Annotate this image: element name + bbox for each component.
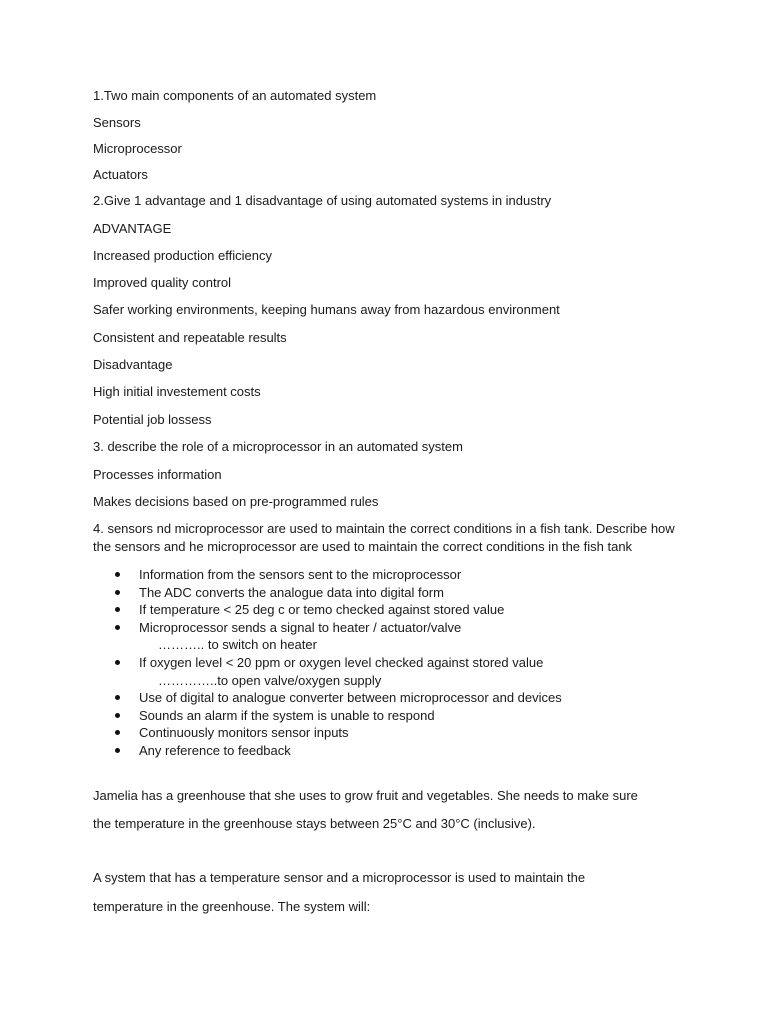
list-item-continuation [93, 636, 693, 654]
greenhouse-line-3: A system that has a temperature sensor and a microprocessor is used to maintain the [93, 870, 586, 885]
list-item-text: Use of digital to analogue converter between microprocessor and devices [139, 690, 562, 706]
q2-advantage-item: Increased production efficiency [93, 248, 272, 263]
list-item [93, 689, 693, 707]
list-item-continuation [93, 672, 693, 690]
bullet-icon [115, 625, 120, 630]
q4-question: 4. sensors nd microprocessor are used to maintain the correct conditions in a fish tank. Describe how the sensors and he microprocessor are used to maintain the correct conditions in the fish tank [93, 521, 675, 554]
q2-advantage-item: Safer working environments, keeping humans away from hazardous environment [93, 302, 560, 317]
list-item-text: Continuously monitors sensor inputs [139, 725, 349, 741]
bullet-icon [115, 660, 120, 665]
greenhouse-line-1: Jamelia has a greenhouse that she uses to grow fruit and vegetables. She needs to make sure [93, 788, 638, 803]
list-item-text: If oxygen level < 20 ppm or oxygen level checked against stored value [139, 654, 544, 670]
list-item-text: …………..to open valve/oxygen supply [158, 672, 382, 688]
q2-question: 2.Give 1 advantage and 1 disadvantage of using automated systems in industry [93, 193, 552, 208]
list-item [93, 566, 693, 584]
list-item [93, 601, 693, 619]
greenhouse-line-4: temperature in the greenhouse. The system will: [93, 899, 371, 914]
q2-disadvantage-item: Potential job lossess [93, 412, 212, 427]
list-item [93, 584, 693, 602]
q2-advantage-item: Consistent and repeatable results [93, 330, 287, 345]
bullet-icon [115, 713, 120, 718]
bullet-icon [115, 590, 120, 595]
bullet-icon [115, 730, 120, 735]
q2-disadvantage-item: High initial investement costs [93, 384, 261, 399]
list-item-text: The ADC converts the analogue data into digital form [139, 584, 444, 600]
q3-answer-item: Processes information [93, 467, 222, 482]
list-item-text: Any reference to feedback [139, 742, 291, 758]
list-item [93, 724, 693, 742]
bullet-icon [115, 607, 120, 612]
list-item-text: Microprocessor sends a signal to heater / actuator/valve [139, 619, 462, 635]
q2-advantage-item: Improved quality control [93, 275, 232, 290]
q1-answer-sensors: Sensors [93, 115, 141, 130]
q3-answer-item: Makes decisions based on pre-programmed rules [93, 494, 379, 509]
list-item-text: Information from the sensors sent to the microprocessor [139, 567, 462, 582]
list-item [93, 619, 693, 637]
list-item [93, 654, 693, 672]
q4-bullet-list [93, 566, 693, 760]
list-item [93, 707, 693, 725]
bullet-icon [115, 695, 120, 700]
q2-disadvantage-heading: Disadvantage [93, 357, 173, 372]
list-item-text: If temperature < 25 deg c or temo checked against stored value [139, 602, 505, 618]
list-item [93, 742, 693, 760]
bullet-icon [115, 748, 120, 753]
list-item-text: ……….. to switch on heater [158, 637, 317, 653]
q1-answer-microprocessor: Microprocessor [93, 141, 182, 156]
list-item-text: Sounds an alarm if the system is unable to respond [139, 707, 435, 723]
q3-question: 3. describe the role of a microprocessor in an automated system [93, 439, 463, 454]
q2-advantage-heading: ADVANTAGE [93, 221, 172, 236]
q1-question: 1.Two main components of an automated system [93, 88, 377, 103]
q1-answer-actuators: Actuators [93, 167, 148, 182]
bullet-icon [115, 572, 120, 577]
greenhouse-line-2: the temperature in the greenhouse stays between 25°C and 30°C (inclusive). [93, 816, 536, 831]
